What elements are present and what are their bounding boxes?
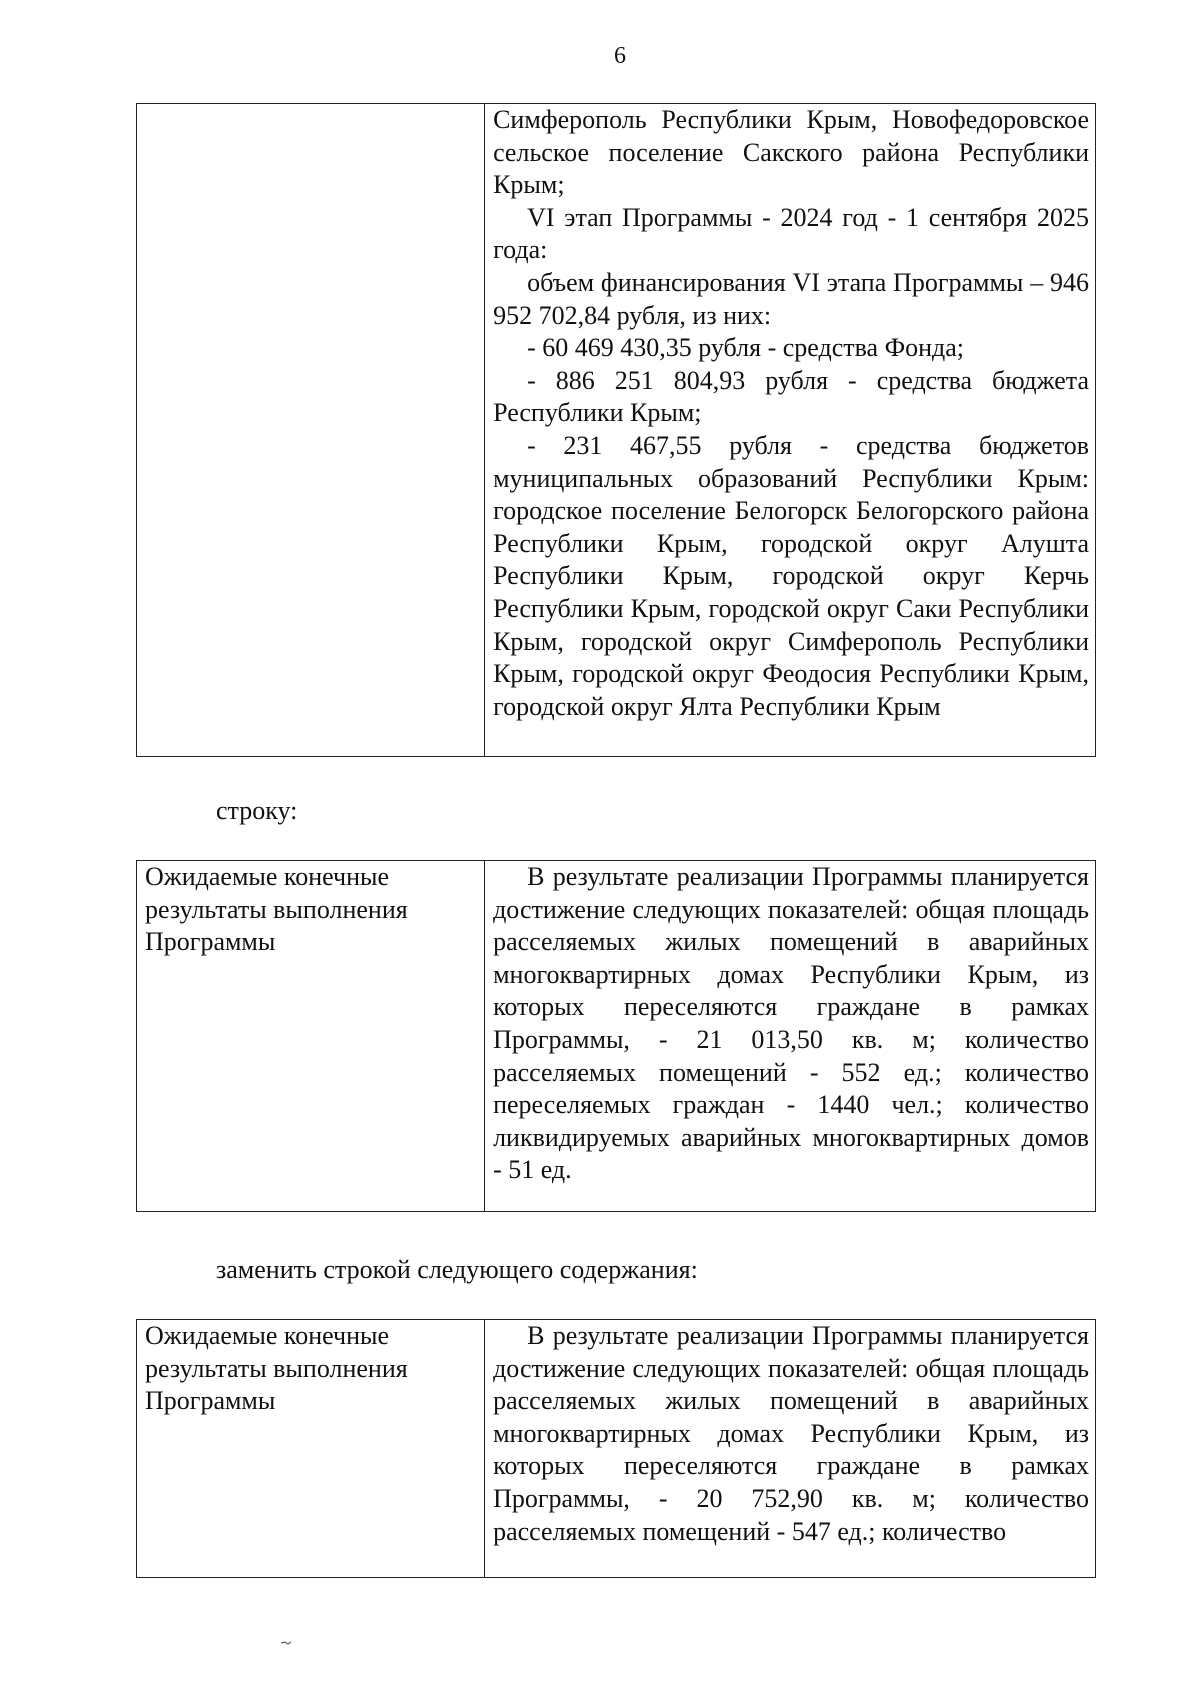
paragraph-municipal-budget-amount: - 231 467,55 рубля - средства бюджетов муниципальных образований Республики Крым: городское поселение Белогорск Белогорского района Республики Крым, городской округ Алушта Республики Крым, городской округ Керчь Республики Крым, городской округ Саки Республики Крым, городской округ Симферополь Республики Крым, городской округ Феодосия Республики Крым, городской округ Ялта Республики Крым <box>493 430 1089 721</box>
table-funding-continuation <box>136 103 1096 757</box>
table-old-results <box>136 860 1096 1212</box>
row-title-line: Ожидаемые конечные <box>145 862 390 891</box>
page-number: 6 <box>614 43 626 69</box>
paragraph-old-results: В результате реализации Программы планируется достижение следующих показателей: общая площадь расселяемых жилых помещений в аварийных многоквартирных домах Республики Крым, из которых переселяются граждане в рамках Программы, - 21 013,50 кв. м; количество расселяемых помещений - 552 ед.; количество переселяемых граждан - 1440 чел.; количество ликвидируемых аварийных многоквартирных домов - 51 ед. <box>493 862 1089 1185</box>
paragraph-stage-vi-volume: объем финансирования VI этапа Программы – 946 952 702,84 рубля, из них: <box>493 267 1089 330</box>
table-cell-right <box>485 104 1096 757</box>
table-row <box>137 861 1096 1212</box>
row-title-line: Ожидаемые конечные <box>145 1321 390 1350</box>
row-title-line: Программы <box>145 927 276 957</box>
table-row <box>137 1320 1096 1578</box>
scan-speck-mark <box>280 1640 292 1646</box>
paragraph-stage-vi-period: VI этап Программы - 2024 год - 1 сентября 2025 года: <box>493 202 1089 265</box>
row-title-line: результаты выполнения <box>145 894 408 924</box>
paragraph-republic-budget-amount: - 886 251 804,93 рубля - средства бюджета Республики Крым; <box>493 365 1089 428</box>
table-cell-left-empty <box>137 104 485 757</box>
row-title-line: Программы <box>145 1386 276 1416</box>
table-row <box>137 104 1096 757</box>
paragraph-municipal-list-start: Симферополь Республики Крым, Новофедоровское сельское поселение Сакского района Республики Крым; <box>493 105 1089 200</box>
table-cell-row-title <box>137 861 485 1212</box>
row-title-line: результаты выполнения <box>145 1353 408 1383</box>
table-cell-row-title <box>137 1320 485 1578</box>
results-text-clip <box>493 1320 1089 1577</box>
table-cell-results-text <box>485 861 1096 1212</box>
table-new-results <box>136 1319 1096 1578</box>
label-row-to-replace: строку: <box>216 796 298 825</box>
paragraph-new-results: В результате реализации Программы планируется достижение следующих показателей: общая площадь расселяемых жилых помещений в аварийных многоквартирных домах Республики Крым, из которых переселяются граждане в рамках Программы, - 20 752,90 кв. м; количество расселяемых помещений - 547 ед.; количество <box>493 1321 1089 1546</box>
label-replace-with: заменить строкой следующего содержания: <box>216 1255 698 1284</box>
table-cell-results-text <box>485 1320 1096 1578</box>
paragraph-fund-amount: - 60 469 430,35 рубля - средства Фонда; <box>527 333 965 363</box>
